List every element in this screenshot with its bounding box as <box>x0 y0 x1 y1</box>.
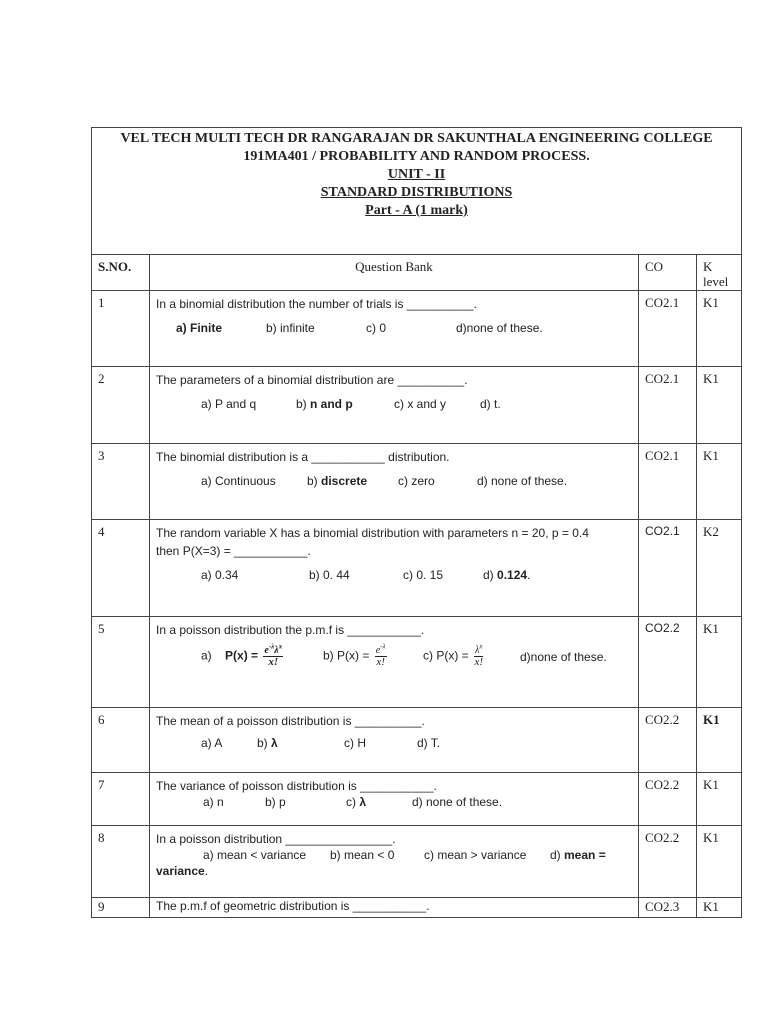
table-row <box>92 617 742 708</box>
option-b-answer: λ <box>271 736 278 750</box>
question-text: The p.m.f of geometric distribution is ___________. <box>156 899 430 913</box>
option-c: c) 0 <box>366 321 387 335</box>
question-text: In a poisson distribution the p.m.f is ___________. <box>156 623 425 637</box>
option-b-prefix: b) P(x) = <box>323 648 370 663</box>
option-a: a) Continuous <box>201 474 276 488</box>
k-level-value: K1 <box>697 898 742 918</box>
option-c <box>346 795 412 809</box>
co-value: CO2.1 <box>639 291 697 367</box>
k-level-value: K1 <box>697 367 742 444</box>
k-level-value: K1 <box>697 708 742 773</box>
co-value: CO2.1 <box>639 520 697 617</box>
table-row <box>92 773 742 826</box>
question-cell <box>150 826 639 898</box>
option-b <box>323 642 423 668</box>
question-number: 2 <box>92 367 150 444</box>
option-d-answer: 0.124 <box>497 568 528 582</box>
question-text-line2: then P(X=3) = ___________. <box>156 544 311 558</box>
option-d-suffix: . <box>527 568 531 582</box>
option-a-prefix: a) <box>201 648 212 663</box>
option-d <box>550 848 606 862</box>
topic-title: STANDARD DISTRIBUTIONS <box>320 185 513 200</box>
option-c: c) x and y <box>394 397 447 411</box>
option-b: b) mean < 0 <box>330 848 395 862</box>
question-text: The parameters of a binomial distribution are __________. <box>156 373 468 387</box>
table-row <box>92 898 742 918</box>
part-title: Part - A (1 mark) <box>365 203 468 218</box>
question-text-line1: The random variable X has a binomial distribution with parameters n = 20, p = 0.4 <box>156 526 589 540</box>
option-a: a) n <box>203 795 224 809</box>
option-d: d) t. <box>480 397 501 411</box>
table-row <box>92 367 742 444</box>
question-number: 8 <box>92 826 150 898</box>
option-c: c) zero <box>398 474 435 488</box>
pmf-formula-b: $\frac{e^{-\lambda}}{x!}$ <box>375 642 386 668</box>
college-name: VEL TECH MULTI TECH DR RANGARAJAN DR SAKUNTHALA ENGINEERING COLLEGE <box>120 131 713 146</box>
question-cell <box>150 367 639 444</box>
option-d: d) T. <box>417 736 441 750</box>
question-number: 3 <box>92 444 150 520</box>
co-value: CO2.1 <box>639 444 697 520</box>
option-d: d)none of these. <box>456 321 543 335</box>
option-d: d) none of these. <box>412 795 503 809</box>
option-c-answer: λ <box>359 795 367 809</box>
co-value: CO2.2 <box>639 773 697 826</box>
question-number: 6 <box>92 708 150 773</box>
option-a: a) Finite <box>176 321 223 335</box>
question-number: 5 <box>92 617 150 708</box>
option-a: a) 0.34 <box>201 568 239 582</box>
question-text: The variance of poisson distribution is ___________. <box>156 779 437 793</box>
title-row <box>92 128 742 255</box>
option-c <box>423 642 520 668</box>
option-b: b) p <box>265 795 286 809</box>
co-value: CO2.2 <box>639 826 697 898</box>
option-b: b) 0. 44 <box>309 568 350 582</box>
question-cell <box>150 898 639 918</box>
k-level-header-line2: level <box>703 274 729 289</box>
option-c: c) H <box>344 736 366 750</box>
option-a: a) P and q <box>201 397 257 411</box>
k-level-value: K1 <box>697 444 742 520</box>
table-row <box>92 826 742 898</box>
option-b-prefix: b) <box>307 474 322 488</box>
question-number: 4 <box>92 520 150 617</box>
pmf-formula-c: $\frac{\lambda^x}{x!}$ <box>474 642 484 668</box>
k-level-header-line1: K <box>703 259 713 274</box>
pmf-formula-a: $\frac{e^{-\lambda}\lambda^x}{x!}$ <box>264 642 283 668</box>
question-cell <box>150 773 639 826</box>
option-b-answer: discrete <box>321 474 368 488</box>
table-row <box>92 708 742 773</box>
option-c-prefix: c) P(x) = <box>423 648 469 663</box>
co-value: CO2.2 <box>639 708 697 773</box>
option-a <box>201 642 323 668</box>
option-c-prefix: c) <box>346 795 360 809</box>
question-cell <box>150 291 639 367</box>
option-b <box>296 397 394 411</box>
table-row <box>92 520 742 617</box>
question-number: 7 <box>92 773 150 826</box>
option-b <box>257 736 344 750</box>
unit-title: UNIT - II <box>387 167 446 182</box>
co-value: CO2.1 <box>639 367 697 444</box>
option-c: c) mean > variance <box>424 848 527 862</box>
option-d-answer-part1: mean = <box>564 848 606 862</box>
question-cell <box>150 617 639 708</box>
k-level-value: K2 <box>697 520 742 617</box>
option-a: a) mean < variance <box>203 848 307 862</box>
option-d-prefix: d) <box>483 568 498 582</box>
option-d-prefix: d) <box>550 848 565 862</box>
option-d <box>483 568 530 582</box>
question-header: Question Bank <box>150 255 639 291</box>
option-d-answer-part2: variance <box>156 864 205 878</box>
question-bank-table <box>91 127 742 918</box>
option-a-answer: P(x) = <box>225 648 259 663</box>
option-b: b) infinite <box>266 321 315 335</box>
k-level-value: K1 <box>697 291 742 367</box>
option-d: d)none of these. <box>520 649 607 664</box>
column-header-row <box>92 255 742 291</box>
question-cell <box>150 520 639 617</box>
title-block <box>92 128 742 255</box>
question-text: The binomial distribution is a ___________ distribution. <box>156 450 450 464</box>
option-c: c) 0. 15 <box>403 568 444 582</box>
question-cell <box>150 708 639 773</box>
table-row <box>92 291 742 367</box>
k-level-value: K1 <box>697 773 742 826</box>
option-a: a) A <box>201 736 223 750</box>
question-cell <box>150 444 639 520</box>
option-b <box>307 474 398 488</box>
k-level-value: K1 <box>697 617 742 708</box>
question-text: The mean of a poisson distribution is __________. <box>156 714 425 728</box>
option-b-answer: n and p <box>310 397 353 411</box>
question-number: 9 <box>92 898 150 918</box>
question-text: In a binomial distribution the number of trials is __________. <box>156 297 477 311</box>
table-row <box>92 444 742 520</box>
course-title: 191MA401 / PROBABILITY AND RANDOM PROCESS. <box>243 149 590 164</box>
k-level-value: K1 <box>697 826 742 898</box>
question-text: In a poisson distribution ________________. <box>156 832 396 846</box>
option-b-prefix: b) <box>257 736 272 750</box>
sno-header: S.NO. <box>92 255 150 291</box>
option-d-suffix: . <box>204 864 209 878</box>
co-value: CO2.3 <box>639 898 697 918</box>
option-d: d) none of these. <box>477 474 568 488</box>
option-b-prefix: b) <box>296 397 311 411</box>
question-number: 1 <box>92 291 150 367</box>
k-level-header <box>697 255 742 291</box>
co-header: CO <box>639 255 697 291</box>
co-value: CO2.2 <box>639 617 697 708</box>
